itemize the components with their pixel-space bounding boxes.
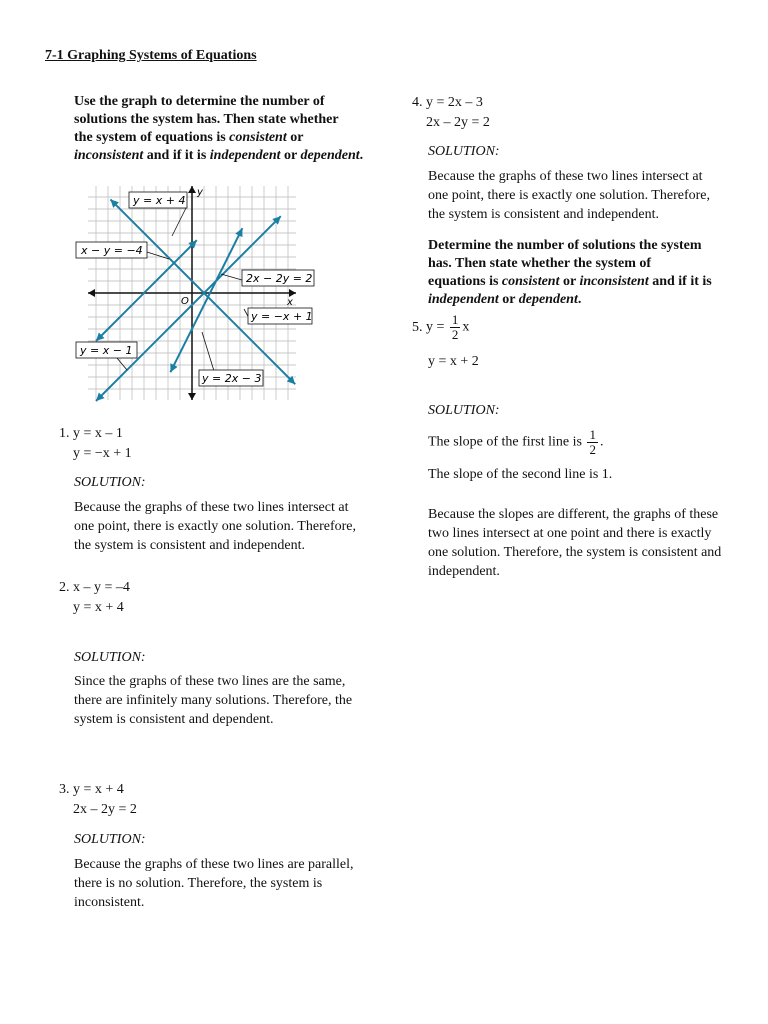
problem-2-solution: Since the graphs of these two lines are the same, there are infinitely many solutions. Therefore, the system is consistent and dependent. xyxy=(74,674,353,727)
instr1-line4: inconsistent and if it is independent or dependent. xyxy=(74,148,364,163)
label-y-eq-2x-minus-3: y = 2x − 3 xyxy=(202,372,262,385)
problem-5-eq1: 5. y = $\frac{1}{2}$ x xyxy=(412,312,470,342)
x-axis-arrow-left xyxy=(88,289,95,297)
graph-lines xyxy=(96,199,295,401)
instr1-line3: the system of equations is consistent or xyxy=(74,130,304,145)
problem-4 xyxy=(412,93,490,133)
instr1-line1: Use the graph to determine the number of xyxy=(74,94,325,109)
x-axis-arrow-right xyxy=(289,289,296,297)
problem-1-number: 1. xyxy=(59,426,70,441)
instr2-line2: has. Then state whether the system of xyxy=(428,256,652,271)
instr1-line2: solutions the system has. Then state whether xyxy=(74,112,339,127)
problem-2-number: 2. xyxy=(59,580,70,595)
problem-3-solution-label: SOLUTION: xyxy=(74,832,146,847)
problem-1-eq2: y = −x + 1 xyxy=(73,446,132,461)
problem-1-solution: Because the graphs of these two lines intersect at one point, there is exactly one solution. Therefore, the system is consistent and independent. xyxy=(74,500,356,553)
problem-1-eq1: y = x – 1 xyxy=(73,426,123,441)
problem-5-number: 5. xyxy=(412,319,423,335)
problem-1 xyxy=(59,424,132,464)
problem-5-eq2: y = x + 2 xyxy=(428,354,479,369)
problem-2-eq2: y = x + 4 xyxy=(73,600,124,615)
origin-label: O xyxy=(181,296,189,307)
instructions-1 xyxy=(74,93,374,165)
problem-2 xyxy=(59,578,130,618)
problem-3-number: 3. xyxy=(59,782,70,797)
problem-5-fraction: $\frac{1}{2}$ xyxy=(451,312,459,342)
instr2-line4: independent or dependent. xyxy=(428,292,582,307)
problem-4-number: 4. xyxy=(412,95,423,110)
leader-l5 xyxy=(117,358,127,370)
problem-2-eq1: x – y = –4 xyxy=(73,580,130,595)
label-y-eq-x-plus-4: y = x + 4 xyxy=(133,194,186,207)
instr2-line1: Determine the number of solutions the system xyxy=(428,238,702,253)
label-y-eq-neg-x-plus-1: y = −x + 1 xyxy=(251,310,313,323)
label-y-eq-x-minus-1: y = x − 1 xyxy=(80,344,133,357)
problem-5-solution-label: SOLUTION: xyxy=(428,403,500,418)
problem-4-eq1: y = 2x – 3 xyxy=(426,95,483,110)
page-title: 7-1 Graphing Systems of Equations xyxy=(45,48,257,63)
problem-2-solution-label: SOLUTION: xyxy=(74,650,146,665)
leader-l3 xyxy=(221,274,242,280)
problem-3 xyxy=(59,780,137,820)
problem-1-solution-label: SOLUTION: xyxy=(74,475,146,490)
y-axis-arrow-up xyxy=(188,186,196,193)
instructions-2 xyxy=(428,237,728,309)
problem-4-solution-label: SOLUTION: xyxy=(428,144,500,159)
label-2x-minus-2y-eq-2: 2x − 2y = 2 xyxy=(246,272,313,285)
x-axis-label: x xyxy=(287,297,293,308)
instr2-line3: equations is consistent or inconsistent and if it is xyxy=(428,274,712,289)
systems-graph xyxy=(80,182,313,404)
y-axis-label: y xyxy=(197,187,203,198)
problem-5-slope2: The slope of the second line is 1. xyxy=(428,467,613,482)
problem-3-eq2: 2x – 2y = 2 xyxy=(73,802,137,817)
y-axis-arrow-down xyxy=(188,393,196,400)
problem-4-eq2: 2x – 2y = 2 xyxy=(426,115,490,130)
problem-3-solution: Because the graphs of these two lines are parallel, there is no solution. Therefore, the system is inconsistent. xyxy=(74,857,354,910)
problem-5-solution: Because the slopes are different, the graphs of these two lines intersect at one point and there is exactly one solution. Therefore, the system is consistent and independent. xyxy=(428,507,722,579)
problem-3-eq1: y = x + 4 xyxy=(73,782,124,797)
problem-5-slope1: The slope of the first line is $\frac{1}{2}$ . xyxy=(428,427,604,457)
line-y-eq-neg-x-plus-1 xyxy=(110,199,295,384)
problem-4-solution: Because the graphs of these two lines intersect at one point, there is exactly one solution. Therefore, the system is consistent and independent. xyxy=(428,169,710,222)
label-x-minus-y-eq-neg4: x − y = −4 xyxy=(81,244,143,257)
